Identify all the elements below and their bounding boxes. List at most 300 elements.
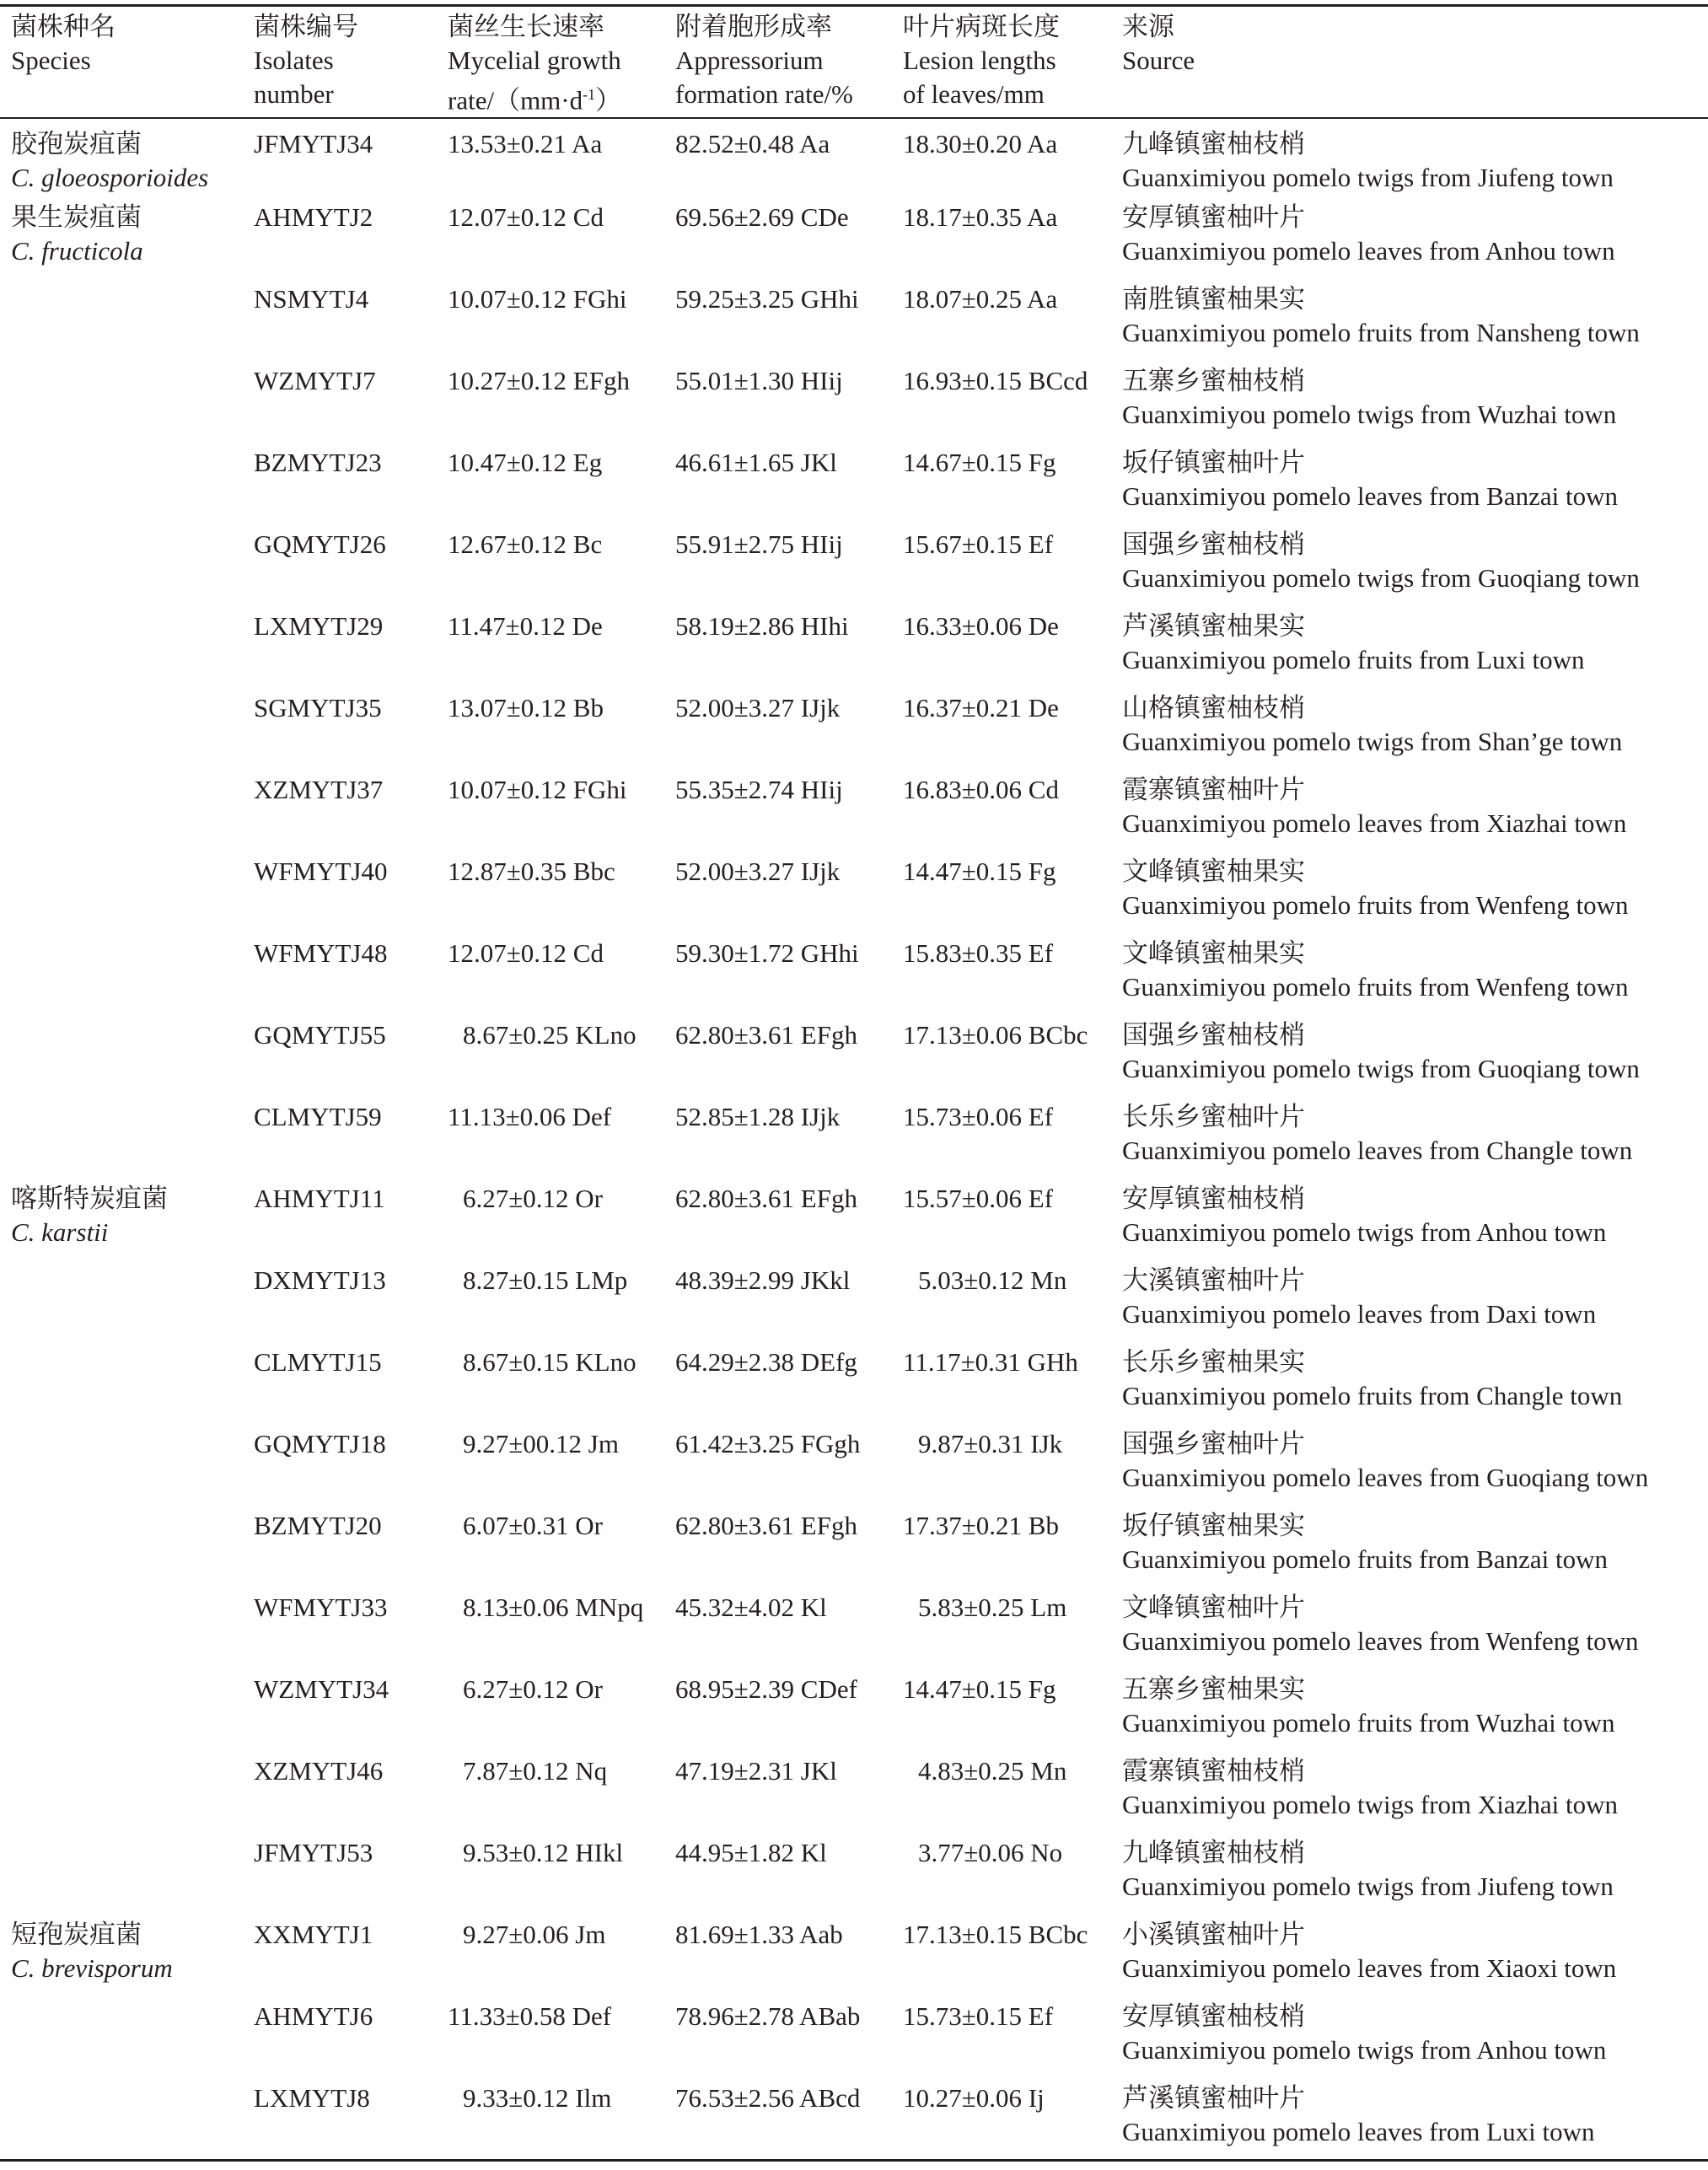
lesion-length-value: 5.03±0.12 Mn bbox=[918, 1265, 1067, 1295]
source-cell bbox=[1122, 1918, 1708, 2000]
lesion-length-cell bbox=[903, 773, 1122, 855]
source-zh: 芦溪镇蜜柚果实 bbox=[1122, 611, 1305, 641]
growth-rate-cell bbox=[448, 1100, 675, 1182]
header-isolate-en1: Isolates bbox=[254, 46, 334, 75]
species-cell bbox=[0, 528, 254, 610]
isolate-number: AHMYTJ2 bbox=[254, 202, 373, 232]
source-cell bbox=[1122, 773, 1708, 855]
source-zh: 坂仔镇蜜柚叶片 bbox=[1122, 448, 1305, 477]
isolate-number: NSMYTJ4 bbox=[254, 284, 369, 314]
table-row bbox=[0, 1264, 1708, 1346]
header-source bbox=[1122, 8, 1708, 119]
growth-rate-cell bbox=[448, 691, 675, 773]
appressorium-rate-value: 46.61±1.65 JKl bbox=[675, 448, 837, 477]
species-cell bbox=[0, 1100, 254, 1182]
source-cell bbox=[1122, 1591, 1708, 1673]
isolate-cell bbox=[254, 1264, 448, 1346]
source-zh: 芦溪镇蜜柚叶片 bbox=[1122, 2083, 1305, 2113]
growth-rate-cell bbox=[448, 1018, 675, 1100]
table-row bbox=[0, 610, 1708, 691]
lesion-length-value: 10.27±0.06 Ij bbox=[903, 2083, 1045, 2113]
lesion-length-value: 3.77±0.06 No bbox=[918, 1838, 1063, 1867]
lesion-length-cell bbox=[903, 201, 1122, 282]
source-zh: 长乐乡蜜柚果实 bbox=[1122, 1347, 1305, 1377]
lesion-length-cell bbox=[903, 1836, 1122, 1918]
source-zh: 国强乡蜜柚叶片 bbox=[1122, 1429, 1305, 1458]
growth-rate-value: 9.33±0.12 Ilm bbox=[463, 2083, 612, 2113]
lesion-length-value: 11.17±0.31 GHh bbox=[903, 1347, 1078, 1377]
isolate-number: WZMYTJ34 bbox=[254, 1674, 389, 1704]
appressorium-rate-value: 48.39±2.99 JKkl bbox=[675, 1265, 851, 1295]
isolate-cell bbox=[254, 528, 448, 610]
growth-rate-value: 6.07±0.31 Or bbox=[463, 1511, 603, 1540]
table-row bbox=[0, 773, 1708, 855]
isolate-cell bbox=[254, 1100, 448, 1182]
isolate-cell bbox=[254, 201, 448, 282]
isolate-cell bbox=[254, 773, 448, 855]
appressorium-rate-cell bbox=[675, 528, 903, 610]
isolate-number: GQMYTJ26 bbox=[254, 529, 386, 559]
appressorium-rate-cell bbox=[675, 1100, 903, 1182]
source-en: Guanximiyou pomelo twigs from Jiufeng town bbox=[1122, 1872, 1614, 1901]
growth-rate-cell bbox=[448, 1754, 675, 1836]
lesion-length-cell bbox=[903, 2000, 1122, 2081]
header-growth-zh: 菌丝生长速率 bbox=[448, 12, 604, 41]
isolate-cell bbox=[254, 1018, 448, 1100]
growth-rate-cell bbox=[448, 1264, 675, 1346]
source-zh: 文峰镇蜜柚叶片 bbox=[1122, 1593, 1305, 1622]
table-row bbox=[0, 1509, 1708, 1591]
lesion-length-value: 14.67±0.15 Fg bbox=[903, 448, 1056, 477]
appressorium-rate-cell bbox=[675, 1427, 903, 1509]
isolate-cell bbox=[254, 1754, 448, 1836]
source-cell bbox=[1122, 1836, 1708, 1918]
header-isolate bbox=[254, 8, 448, 119]
table-row bbox=[0, 1918, 1708, 2000]
lesion-length-value: 15.83±0.35 Ef bbox=[903, 938, 1054, 968]
source-zh: 安厚镇蜜柚叶片 bbox=[1122, 202, 1305, 232]
lesion-length-cell bbox=[903, 1591, 1122, 1673]
growth-rate-cell bbox=[448, 282, 675, 364]
table-row bbox=[0, 1836, 1708, 1918]
species-en: C. fructicola bbox=[11, 236, 143, 266]
source-en: Guanximiyou pomelo leaves from Guoqiang town bbox=[1122, 1463, 1649, 1492]
lesion-length-cell bbox=[903, 282, 1122, 364]
source-en: Guanximiyou pomelo fruits from Banzai town bbox=[1122, 1544, 1608, 1574]
isolate-number: XXMYTJ1 bbox=[254, 1920, 373, 1949]
growth-rate-value: 12.07±0.12 Cd bbox=[448, 938, 604, 968]
appressorium-rate-value: 45.32±4.02 Kl bbox=[675, 1593, 827, 1622]
header-species-zh: 菌株种名 bbox=[11, 12, 115, 41]
growth-rate-cell bbox=[448, 1509, 675, 1591]
species-cell bbox=[0, 855, 254, 937]
source-cell bbox=[1122, 2081, 1708, 2163]
source-zh: 霞寨镇蜜柚枝梢 bbox=[1122, 1756, 1305, 1786]
lesion-length-cell bbox=[903, 1673, 1122, 1754]
growth-rate-value: 12.07±0.12 Cd bbox=[448, 202, 604, 232]
isolate-cell bbox=[254, 1918, 448, 2000]
species-cell bbox=[0, 364, 254, 446]
appressorium-rate-cell bbox=[675, 1673, 903, 1754]
appressorium-rate-cell bbox=[675, 1509, 903, 1591]
growth-rate-value: 6.27±0.12 Or bbox=[463, 1674, 603, 1704]
lesion-length-value: 18.30±0.20 Aa bbox=[903, 129, 1058, 158]
isolate-number: LXMYTJ29 bbox=[254, 611, 384, 641]
source-cell bbox=[1122, 1264, 1708, 1346]
growth-rate-value: 11.47±0.12 De bbox=[448, 611, 603, 641]
lesion-length-value: 15.73±0.06 Ef bbox=[903, 1102, 1054, 1131]
appressorium-rate-cell bbox=[675, 1182, 903, 1264]
source-en: Guanximiyou pomelo leaves from Xiazhai town bbox=[1122, 808, 1627, 838]
table-row bbox=[0, 1427, 1708, 1509]
species-cell bbox=[0, 1427, 254, 1509]
isolate-number: LXMYTJ8 bbox=[254, 2083, 370, 2113]
table-row bbox=[0, 119, 1708, 201]
appressorium-rate-cell bbox=[675, 1591, 903, 1673]
isolate-number: BZMYTJ20 bbox=[254, 1511, 382, 1540]
source-cell bbox=[1122, 364, 1708, 446]
source-cell bbox=[1122, 1018, 1708, 1100]
isolate-cell bbox=[254, 1591, 448, 1673]
lesion-length-value: 15.57±0.06 Ef bbox=[903, 1184, 1054, 1213]
source-cell bbox=[1122, 1754, 1708, 1836]
source-en: Guanximiyou pomelo leaves from Anhou town bbox=[1122, 236, 1615, 266]
source-en: Guanximiyou pomelo leaves from Luxi town bbox=[1122, 2117, 1595, 2146]
growth-rate-value: 12.87±0.35 Bbc bbox=[448, 857, 615, 886]
growth-rate-cell bbox=[448, 528, 675, 610]
source-en: Guanximiyou pomelo twigs from Guoqiang town bbox=[1122, 1054, 1640, 1083]
isolate-cell bbox=[254, 1427, 448, 1509]
growth-rate-cell bbox=[448, 201, 675, 282]
table-row bbox=[0, 446, 1708, 528]
source-cell bbox=[1122, 610, 1708, 691]
lesion-length-value: 16.93±0.15 BCcd bbox=[903, 366, 1088, 395]
isolate-number: BZMYTJ23 bbox=[254, 448, 382, 477]
species-zh: 胶孢炭疽菌 bbox=[11, 129, 142, 158]
source-en: Guanximiyou pomelo leaves from Changle town bbox=[1122, 1136, 1633, 1165]
growth-rate-cell bbox=[448, 855, 675, 937]
source-zh: 安厚镇蜜柚枝梢 bbox=[1122, 2001, 1305, 2031]
source-zh: 五寨乡蜜柚果实 bbox=[1122, 1674, 1305, 1704]
species-cell bbox=[0, 1836, 254, 1918]
appressorium-rate-cell bbox=[675, 855, 903, 937]
appressorium-rate-value: 47.19±2.31 JKl bbox=[675, 1756, 837, 1786]
table-row bbox=[0, 364, 1708, 446]
appressorium-rate-cell bbox=[675, 1346, 903, 1427]
growth-rate-cell bbox=[448, 364, 675, 446]
appressorium-rate-cell bbox=[675, 610, 903, 691]
lesion-length-cell bbox=[903, 1264, 1122, 1346]
species-cell bbox=[0, 201, 254, 282]
growth-rate-cell bbox=[448, 119, 675, 201]
source-en: Guanximiyou pomelo twigs from Anhou town bbox=[1122, 2035, 1607, 2065]
source-en: Guanximiyou pomelo twigs from Shan’ge town bbox=[1122, 727, 1623, 756]
growth-rate-value: 9.27±0.06 Jm bbox=[463, 1920, 606, 1949]
species-zh: 果生炭疽菌 bbox=[11, 202, 142, 232]
isolate-number: JFMYTJ34 bbox=[254, 129, 373, 158]
source-en: Guanximiyou pomelo leaves from Xiaoxi town bbox=[1122, 1953, 1617, 1983]
table-row bbox=[0, 282, 1708, 364]
source-zh: 南胜镇蜜柚果实 bbox=[1122, 284, 1305, 314]
source-cell bbox=[1122, 446, 1708, 528]
table-row bbox=[0, 1100, 1708, 1182]
isolate-number: XZMYTJ37 bbox=[254, 775, 384, 804]
source-zh: 坂仔镇蜜柚果实 bbox=[1122, 1511, 1305, 1540]
source-cell bbox=[1122, 282, 1708, 364]
unit-superscript: -1 bbox=[583, 86, 596, 103]
source-cell bbox=[1122, 1346, 1708, 1427]
appressorium-rate-value: 59.25±3.25 GHhi bbox=[675, 284, 859, 314]
appressorium-rate-value: 61.42±3.25 FGgh bbox=[675, 1429, 861, 1458]
species-cell bbox=[0, 446, 254, 528]
header-lesion bbox=[903, 8, 1122, 119]
growth-rate-value: 8.67±0.25 KLno bbox=[463, 1020, 636, 1050]
table-row bbox=[0, 937, 1708, 1018]
appressorium-rate-value: 55.91±2.75 HIij bbox=[675, 529, 843, 559]
appressorium-rate-cell bbox=[675, 1018, 903, 1100]
isolate-number: XZMYTJ46 bbox=[254, 1756, 384, 1786]
isolate-cell bbox=[254, 364, 448, 446]
table-body bbox=[0, 119, 1708, 2163]
header-source-en: Source bbox=[1122, 46, 1195, 75]
source-cell bbox=[1122, 201, 1708, 282]
growth-rate-cell bbox=[448, 1673, 675, 1754]
source-zh: 国强乡蜜柚枝梢 bbox=[1122, 529, 1305, 559]
growth-rate-value: 10.07±0.12 FGhi bbox=[448, 284, 627, 314]
growth-rate-cell bbox=[448, 1918, 675, 2000]
growth-rate-value: 6.27±0.12 Or bbox=[463, 1184, 603, 1213]
growth-rate-cell bbox=[448, 1427, 675, 1509]
growth-rate-cell bbox=[448, 2081, 675, 2163]
growth-rate-value: 7.87±0.12 Nq bbox=[463, 1756, 608, 1786]
isolate-number: GQMYTJ18 bbox=[254, 1429, 386, 1458]
isolate-cell bbox=[254, 855, 448, 937]
growth-rate-cell bbox=[448, 446, 675, 528]
appressorium-rate-value: 64.29±2.38 DEfg bbox=[675, 1347, 857, 1377]
source-en: Guanximiyou pomelo leaves from Daxi town bbox=[1122, 1299, 1597, 1329]
appressorium-rate-value: 52.00±3.27 IJjk bbox=[675, 693, 841, 722]
isolate-cell bbox=[254, 446, 448, 528]
lesion-length-cell bbox=[903, 855, 1122, 937]
growth-rate-value: 8.13±0.06 MNpq bbox=[463, 1593, 644, 1622]
appressorium-rate-cell bbox=[675, 937, 903, 1018]
appressorium-rate-value: 62.80±3.61 EFgh bbox=[675, 1020, 857, 1050]
isolate-number: DXMYTJ13 bbox=[254, 1265, 386, 1295]
header-growth-en2: rate/$(mm\cdot d^{-1})$ bbox=[448, 85, 622, 115]
growth-rate-cell bbox=[448, 1346, 675, 1427]
source-en: Guanximiyou pomelo fruits from Wenfeng town bbox=[1122, 972, 1629, 1002]
growth-rate-cell bbox=[448, 1836, 675, 1918]
appressorium-rate-value: 62.80±3.61 EFgh bbox=[675, 1511, 857, 1540]
species-cell bbox=[0, 610, 254, 691]
source-en: Guanximiyou pomelo twigs from Anhou town bbox=[1122, 1217, 1607, 1247]
source-cell bbox=[1122, 2000, 1708, 2081]
source-zh: 九峰镇蜜柚枝梢 bbox=[1122, 129, 1305, 158]
appressorium-rate-value: 58.19±2.86 HIhi bbox=[675, 611, 849, 641]
appressorium-rate-value: 69.56±2.69 CDe bbox=[675, 202, 849, 232]
source-zh: 霞寨镇蜜柚叶片 bbox=[1122, 775, 1305, 804]
species-cell bbox=[0, 1182, 254, 1264]
source-en: Guanximiyou pomelo twigs from Jiufeng town bbox=[1122, 163, 1614, 192]
source-en: Guanximiyou pomelo leaves from Wenfeng town bbox=[1122, 1626, 1639, 1656]
species-en: C. gloeosporioides bbox=[11, 163, 209, 192]
lesion-length-cell bbox=[903, 1427, 1122, 1509]
isolate-number: WFMYTJ48 bbox=[254, 938, 388, 968]
isolate-cell bbox=[254, 1509, 448, 1591]
source-cell bbox=[1122, 855, 1708, 937]
appressorium-rate-cell bbox=[675, 201, 903, 282]
appressorium-rate-value: 81.69±1.33 Aab bbox=[675, 1920, 843, 1949]
source-zh: 文峰镇蜜柚果实 bbox=[1122, 938, 1305, 968]
lesion-length-value: 9.87±0.31 IJk bbox=[918, 1429, 1063, 1458]
species-cell bbox=[0, 1754, 254, 1836]
header-appressorium-en1: Appressorium bbox=[675, 46, 824, 75]
species-cell bbox=[0, 1591, 254, 1673]
growth-rate-value: 10.27±0.12 EFgh bbox=[448, 366, 630, 395]
isolate-cell bbox=[254, 282, 448, 364]
table-row bbox=[0, 1673, 1708, 1754]
lesion-length-value: 17.13±0.15 BCbc bbox=[903, 1920, 1088, 1949]
isolate-number: AHMYTJ11 bbox=[254, 1184, 385, 1213]
table-row bbox=[0, 528, 1708, 610]
growth-rate-value: 8.27±0.15 LMp bbox=[463, 1265, 628, 1295]
growth-rate-cell bbox=[448, 2000, 675, 2081]
isolate-cell bbox=[254, 1673, 448, 1754]
growth-rate-cell bbox=[448, 610, 675, 691]
species-en: C. brevisporum bbox=[11, 1953, 173, 1983]
species-cell bbox=[0, 282, 254, 364]
data-table bbox=[0, 8, 1708, 2163]
appressorium-rate-value: 52.85±1.28 IJjk bbox=[675, 1102, 841, 1131]
header-appressorium bbox=[675, 8, 903, 119]
lesion-length-cell bbox=[903, 1346, 1122, 1427]
isolate-number: JFMYTJ53 bbox=[254, 1838, 373, 1867]
source-cell bbox=[1122, 119, 1708, 201]
growth-rate-value: 11.33±0.58 Def bbox=[448, 2001, 612, 2031]
lesion-length-cell bbox=[903, 1918, 1122, 2000]
table-row bbox=[0, 1018, 1708, 1100]
growth-rate-cell bbox=[448, 1591, 675, 1673]
appressorium-rate-value: 68.95±2.39 CDef bbox=[675, 1674, 857, 1704]
isolate-number: SGMYTJ35 bbox=[254, 693, 382, 722]
source-cell bbox=[1122, 1100, 1708, 1182]
appressorium-rate-cell bbox=[675, 1754, 903, 1836]
lesion-length-cell bbox=[903, 1182, 1122, 1264]
appressorium-rate-value: 44.95±1.82 Kl bbox=[675, 1838, 827, 1867]
appressorium-rate-cell bbox=[675, 691, 903, 773]
source-cell bbox=[1122, 1673, 1708, 1754]
header-lesion-zh: 叶片病斑长度 bbox=[903, 12, 1060, 41]
growth-rate-value: 12.67±0.12 Bc bbox=[448, 529, 603, 559]
header-lesion-en1: Lesion lengths bbox=[903, 46, 1056, 75]
header-species bbox=[0, 8, 254, 119]
lesion-length-value: 16.83±0.06 Cd bbox=[903, 775, 1059, 804]
table-row bbox=[0, 855, 1708, 937]
header-appressorium-en2: formation rate/% bbox=[675, 79, 853, 109]
top-rule bbox=[0, 4, 1708, 7]
appressorium-rate-value: 55.01±1.30 HIij bbox=[675, 366, 843, 395]
isolate-number: WZMYTJ7 bbox=[254, 366, 376, 395]
source-zh: 长乐乡蜜柚叶片 bbox=[1122, 1102, 1305, 1131]
lesion-length-value: 17.13±0.06 BCbc bbox=[903, 1020, 1088, 1050]
table-row bbox=[0, 1182, 1708, 1264]
isolate-cell bbox=[254, 691, 448, 773]
isolate-number: AHMYTJ6 bbox=[254, 2001, 373, 2031]
source-zh: 九峰镇蜜柚枝梢 bbox=[1122, 1838, 1305, 1867]
lesion-length-cell bbox=[903, 446, 1122, 528]
species-cell bbox=[0, 1509, 254, 1591]
lesion-length-value: 16.37±0.21 De bbox=[903, 693, 1059, 722]
appressorium-rate-cell bbox=[675, 1836, 903, 1918]
species-cell bbox=[0, 773, 254, 855]
growth-rate-value: 10.07±0.12 FGhi bbox=[448, 775, 627, 804]
lesion-length-value: 14.47±0.15 Fg bbox=[903, 857, 1056, 886]
lesion-length-cell bbox=[903, 528, 1122, 610]
lesion-length-cell bbox=[903, 1509, 1122, 1591]
species-cell bbox=[0, 2000, 254, 2081]
source-zh: 山格镇蜜柚枝梢 bbox=[1122, 693, 1305, 722]
appressorium-rate-value: 59.30±1.72 GHhi bbox=[675, 938, 859, 968]
source-cell bbox=[1122, 1182, 1708, 1264]
appressorium-rate-cell bbox=[675, 2081, 903, 2163]
header-isolate-en2: number bbox=[254, 79, 334, 109]
lesion-length-value: 16.33±0.06 De bbox=[903, 611, 1059, 641]
appressorium-rate-cell bbox=[675, 2000, 903, 2081]
species-cell bbox=[0, 119, 254, 201]
source-cell bbox=[1122, 1509, 1708, 1591]
species-cell bbox=[0, 1673, 254, 1754]
isolate-number: WFMYTJ40 bbox=[254, 857, 388, 886]
species-zh: 短孢炭疽菌 bbox=[11, 1920, 142, 1949]
source-en: Guanximiyou pomelo twigs from Wuzhai town bbox=[1122, 400, 1617, 429]
growth-rate-value: 9.53±0.12 HIkl bbox=[463, 1838, 624, 1867]
lesion-length-value: 14.47±0.15 Fg bbox=[903, 1674, 1056, 1704]
appressorium-rate-value: 55.35±2.74 HIij bbox=[675, 775, 843, 804]
appressorium-rate-cell bbox=[675, 773, 903, 855]
header-lesion-en2: of leaves/mm bbox=[903, 79, 1045, 109]
appressorium-rate-value: 76.53±2.56 ABcd bbox=[675, 2083, 861, 2113]
isolate-cell bbox=[254, 1836, 448, 1918]
lesion-length-value: 18.17±0.35 Aa bbox=[903, 202, 1058, 232]
header-growth-en1: Mycelial growth bbox=[448, 46, 621, 75]
lesion-length-value: 5.83±0.25 Lm bbox=[918, 1593, 1067, 1622]
source-cell bbox=[1122, 1427, 1708, 1509]
source-en: Guanximiyou pomelo fruits from Wuzhai town bbox=[1122, 1708, 1615, 1738]
source-zh: 文峰镇蜜柚果实 bbox=[1122, 857, 1305, 886]
table-row bbox=[0, 201, 1708, 282]
isolate-number: CLMYTJ15 bbox=[254, 1347, 382, 1377]
source-en: Guanximiyou pomelo fruits from Nansheng town bbox=[1122, 318, 1640, 347]
header-growth bbox=[448, 8, 675, 119]
species-cell bbox=[0, 2081, 254, 2163]
source-zh: 五寨乡蜜柚枝梢 bbox=[1122, 366, 1305, 395]
table-row bbox=[0, 2081, 1708, 2163]
header-species-en: Species bbox=[11, 46, 91, 75]
growth-rate-value: 10.47±0.12 Eg bbox=[448, 448, 603, 477]
lesion-length-value: 17.37±0.21 Bb bbox=[903, 1511, 1059, 1540]
lesion-length-cell bbox=[903, 691, 1122, 773]
growth-rate-value: 11.13±0.06 Def bbox=[448, 1102, 612, 1131]
source-cell bbox=[1122, 937, 1708, 1018]
source-en: Guanximiyou pomelo fruits from Changle town bbox=[1122, 1381, 1623, 1410]
table-header bbox=[0, 8, 1708, 119]
isolate-cell bbox=[254, 1346, 448, 1427]
appressorium-rate-cell bbox=[675, 282, 903, 364]
lesion-length-cell bbox=[903, 364, 1122, 446]
isolate-cell bbox=[254, 610, 448, 691]
source-en: Guanximiyou pomelo fruits from Luxi town bbox=[1122, 645, 1585, 674]
isolate-number: GQMYTJ55 bbox=[254, 1020, 386, 1050]
